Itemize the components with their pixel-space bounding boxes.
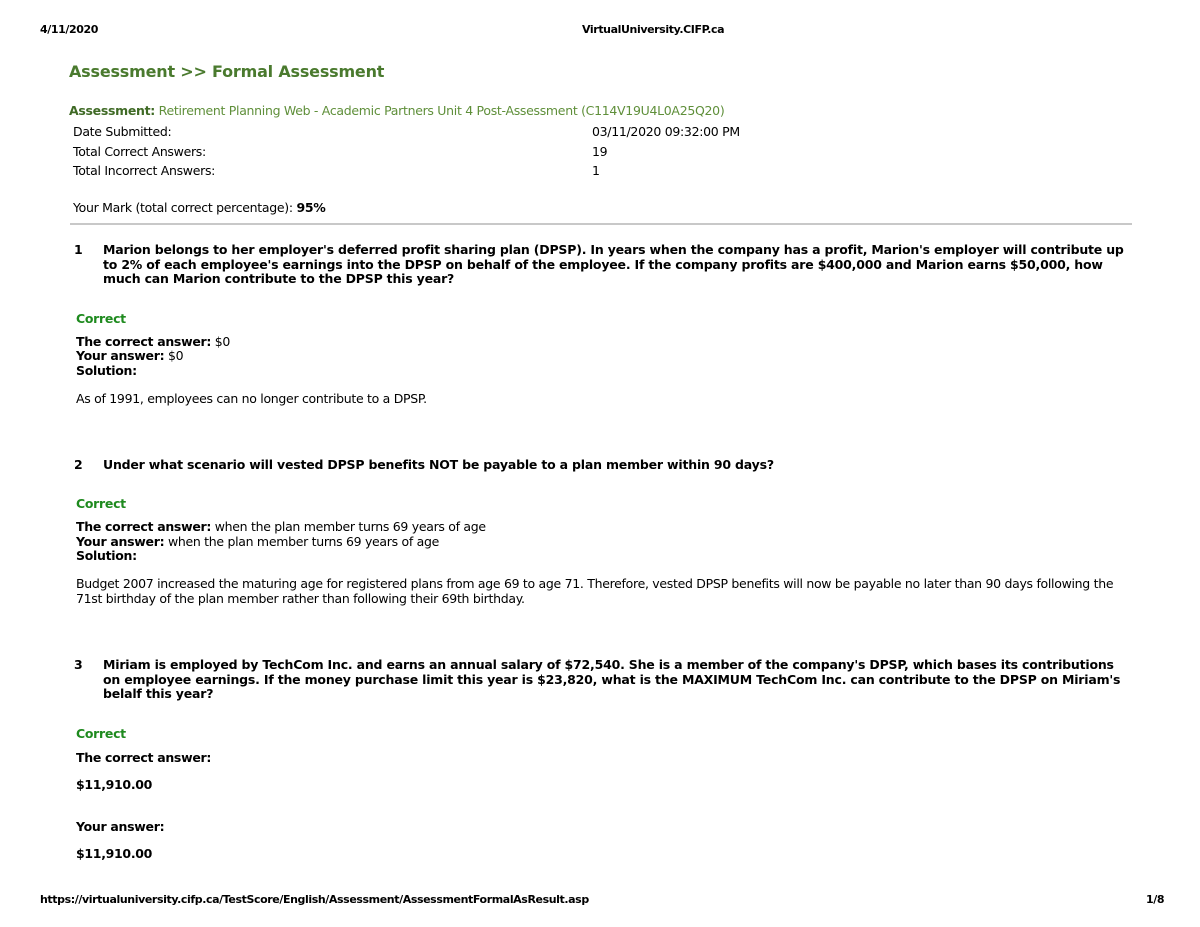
summary-value-incorrect: 1 bbox=[592, 163, 600, 178]
correct-answer-heading: The correct answer: bbox=[76, 750, 212, 765]
summary-label-correct: Total Correct Answers: bbox=[73, 144, 206, 159]
correct-answer-value: $0 bbox=[211, 334, 231, 349]
summary-label-date: Date Submitted: bbox=[73, 124, 172, 139]
question-number: 2 bbox=[74, 457, 83, 472]
status-badge: Correct bbox=[76, 726, 126, 741]
question-text: Marion belongs to her employer's deferred profit sharing plan (DPSP). In years when the company has a profit, Marion's employer will contribute up to 2% of each employee's earnings into the DPSP on behalf of the employee. If the company profits are $400,000 and Marion earns $50,000, how much can Marion contribute to the DPSP this year? bbox=[103, 242, 1124, 286]
question-number: 3 bbox=[74, 657, 83, 672]
your-mark bbox=[73, 200, 325, 215]
your-answer-value: $11,910.00 bbox=[76, 846, 153, 861]
solution-text: As of 1991, employees can no longer contribute to a DPSP. bbox=[76, 391, 427, 406]
correct-answer-value: when the plan member turns 69 years of age bbox=[211, 519, 486, 534]
assessment-name: Retirement Planning Web - Academic Partners Unit 4 Post-Assessment (C114V19U4L0A25Q20) bbox=[155, 103, 725, 118]
status-badge: Correct bbox=[76, 496, 126, 511]
solution-heading: Solution: bbox=[76, 548, 137, 563]
correct-answer-label: The correct answer: bbox=[76, 519, 212, 534]
breadcrumb: Assessment >> Formal Assessment bbox=[69, 62, 385, 81]
your-answer-line bbox=[76, 349, 183, 364]
question-text: Under what scenario will vested DPSP benefits NOT be payable to a plan member within 90 days? bbox=[103, 457, 774, 472]
print-url: https://virtualuniversity.cifp.ca/TestScore/English/Assessment/AssessmentFormalAsResult.asp bbox=[40, 893, 589, 906]
divider bbox=[70, 223, 1132, 225]
solution-label bbox=[76, 549, 137, 564]
assessment-title bbox=[69, 103, 724, 118]
solution-heading: Solution: bbox=[76, 363, 137, 378]
question-text: Miriam is employed by TechCom Inc. and earns an annual salary of $72,540. She is a member of the company's DPSP, which bases its contributions on employee earnings. If the money purchase limit this year is $23,820, what is the MAXIMUM TechCom Inc. can contribute to the DPSP on Miriam's belalf this year? bbox=[103, 657, 1121, 701]
your-answer-label bbox=[76, 820, 164, 835]
print-date: 4/11/2020 bbox=[40, 23, 99, 36]
status-badge: Correct bbox=[76, 311, 126, 326]
your-answer-label: Your answer: bbox=[76, 534, 165, 549]
summary-value-date: 03/11/2020 09:32:00 PM bbox=[592, 124, 740, 139]
print-page-number: 1/8 bbox=[1146, 893, 1165, 906]
mark-label: Your Mark (total correct percentage): bbox=[73, 200, 297, 215]
solution-text: Budget 2007 increased the maturing age for registered plans from age 69 to age 71. Therefore, vested DPSP benefits will now be payable no later than 90 days following the 71st birthday of the plan member rather than following their 69th birthday. bbox=[76, 576, 1114, 606]
your-answer-label: Your answer: bbox=[76, 348, 165, 363]
correct-answer-label: The correct answer: bbox=[76, 334, 212, 349]
your-answer-value: $0 bbox=[164, 348, 184, 363]
mark-value: 95% bbox=[296, 200, 326, 215]
correct-answer-value: $11,910.00 bbox=[76, 777, 153, 792]
question-number: 1 bbox=[74, 242, 83, 257]
summary-value-correct: 19 bbox=[592, 144, 608, 159]
summary-label-incorrect: Total Incorrect Answers: bbox=[73, 163, 216, 178]
assessment-label: Assessment: bbox=[69, 103, 155, 118]
your-answer-heading: Your answer: bbox=[76, 819, 165, 834]
your-answer-value: when the plan member turns 69 years of age bbox=[164, 534, 440, 549]
print-site-title: VirtualUniversity.CIFP.ca bbox=[582, 23, 725, 36]
correct-answer-label bbox=[76, 751, 211, 766]
correct-answer-line bbox=[76, 520, 486, 535]
solution-label bbox=[76, 364, 137, 379]
